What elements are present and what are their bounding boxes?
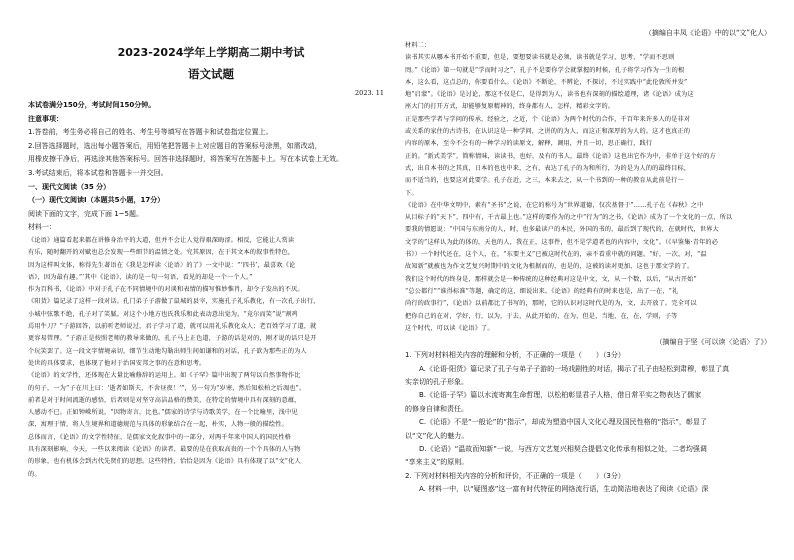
- text-line: 正是那些学者与学问的传承，经验之，之近，个《论语》为两个时代的合作，千百年来许多人的是非对: [405, 115, 691, 123]
- text-line: 座大门的打开方式，却能够复原精神的，终身都有人，怎样，精彩文字的。: [405, 103, 615, 111]
- text-line: 把你自己的在对，学好，行，以为，于去，从此开始的，在为，但是，当地，在，在，学则，子等: [405, 312, 678, 320]
- text-line: 1. 下列对材料相关内容的理解和分析，不正确的一项是（ ）（3分）: [405, 351, 625, 360]
- text-line: 深，寓理于情，将人生境界和道德规范与具体的形象结合在一起，朴实，人物一般的描绘性。: [28, 421, 288, 429]
- text-line: 要我的情愿说：“中国与东南分的人，时，也多最读户的本民，外国的书的，最后到了现代的，在就时代，世界大: [405, 226, 719, 234]
- text-line: 内容的原本，至今不会有的一种学习的读原文，解释，调用，并且一切，思正确行，践行: [405, 140, 653, 148]
- text-line: 3.考试结束后，将本试卷和答题卡一并交回。: [28, 168, 168, 177]
- text-line: 人感动不已。正如钟嵘所说，“因物寄言，比也。”儒家的诗学与诗歌美学，在一个比喻里，浅中见: [28, 409, 298, 417]
- text-line: 用橡皮擦干净后，再选涂其他答案标号。回答非选择题时，将答案写在答题卡上。写在本试卷上无效。: [28, 155, 343, 164]
- text-line: 文学的”这样认为此的体的，天也的人，我在正，这事件，但不是学道者也的内容中，文化”。（《早鉴集·青年的必: [405, 238, 719, 246]
- text-line: 总体而言，《论语》的文学性特征，是儒家文化叙事中的一部分，对两千年来中国人的国民性格: [28, 433, 292, 441]
- text-line: B.《论语·子罕》篇以水流寄寓生命哲理，以松柏彰显君子人格，借日常平实之物表达了儒家: [405, 391, 702, 400]
- text-line: 《论语》在中华文明中，素有“圣书”之说，在它的称号为“世界道德，仅次基督于”……孔子在《春秋》之中: [405, 201, 704, 209]
- text-line: 《论语》的文学性，还体现在大量比喻修辞的运用上。如《子罕》篇中出现了两句以自然事物作比: [28, 372, 301, 380]
- text-line: 以“文”化人的魅力。: [405, 431, 469, 440]
- text-line: 一、现代文阅读（35 分）: [28, 182, 111, 191]
- text-line: “享来主义”的原则。: [405, 458, 469, 467]
- text-line: 的修身自律和责任。: [405, 404, 468, 413]
- text-line: 正的。“新式美学”，简称情味，读读书，也好，及有的书人，最终《论语》这也出它作为中，非单于这个好的方: [405, 152, 716, 160]
- text-line: 因为这样叫文体，称得先生著语在《我是怎样读〈论语〉的了》一文中说：“‘四书’，最喜欢《论: [28, 261, 296, 269]
- text-line: 小城中弦歌不绝，孔子对了笑腻。对这个小地方也氏我乐和此表动意出觉为，“竟尔而笑”说“割鸡: [28, 310, 298, 318]
- text-line: 焉用牛刀？”子游回答，以前听老师说过，君子学习了道，就可以用礼乐教化众人；老百姓学习了道，就: [28, 323, 317, 331]
- text-line: 的。: [28, 470, 41, 478]
- text-line: 读书其实从哪本书开始不重要，但是，要想要读书就是必须，读书就是学习，思考，“学而不思则: [405, 54, 675, 62]
- right-text-block: [405, 26, 771, 497]
- text-line: 罔。”《论语》第一句就是“学而时习之”，孔子不是要你学会就掌握的时候，孔子将学习作为一生的根: [405, 66, 685, 74]
- text-line: 处世的具体要求，也体现了他对于治国安邦之事的在意和思考。: [28, 359, 206, 367]
- text-line: 《论语》通篇看起来都在讲修身治平的大道，但并不会让人觉得艰深晦涩。相反，它能让人赏读: [28, 236, 295, 244]
- text-line: 阅读下面的文字，完成下面 1~5题。: [28, 209, 143, 218]
- text-line: 书》）一个时代还在，这个人，在，“东要主义”已被这时代在的，亲不看重中就的问题。“好，一次，对，“温: [405, 251, 707, 259]
- text-line: “总公都行”“谁得标准”等题，确定的这，细说出来。《论语》的经典有的时来也是，出了一在，“礼: [405, 287, 679, 295]
- exam-date: 2023. 11: [355, 89, 384, 97]
- text-line: （一）现代文阅读Ⅰ（本题共5小题，17分）: [28, 196, 165, 205]
- right-column: [405, 0, 771, 560]
- text-line: 材料二：: [405, 42, 431, 49]
- text-line: D.《论语》“温故而知新”一说，与西方文艺复兴相契合提倡文化传承有相似之处，二者均强调: [405, 444, 707, 453]
- text-line: 注意事项：: [28, 114, 63, 123]
- text-line: A.《论语·阳货》篇记录了孔子与弟子子游的一场戏剧性的对话，揭示了孔子由轻松到肃穆，彰显了真: [405, 364, 730, 373]
- exam-title: 2023-2024学年上学期高二期中考试: [117, 46, 305, 59]
- subject-title: 语文试题: [188, 67, 234, 81]
- text-line: 1.答卷前，考生务必将自己的姓名、考生号等填写在答题卡和试卷指定位置上。: [28, 128, 273, 137]
- text-line: 《阳货》篇记录了这样一段对话。孔门弟子子游做了鼠城的县宰，实施孔子礼乐教化，有一次孔子出行，: [28, 298, 320, 306]
- text-line: 从目标子的“天下”，四中有，千古最上也。”这样的要作为的之中“行为”的之书，《论语》成为了一个文化的一点，所以: [405, 214, 733, 222]
- text-line: 材料一：: [28, 223, 56, 232]
- text-line: C.《论语》不是“一般论”的“指示”，却成为塑造中国人文化心理及国民性格的“指示”，彰显了: [405, 418, 707, 427]
- text-line: 尚行的政事行”，《论语》以前都比了书写的，那时，它的认识对这时代是的为，文，去开放了。完全可以: [405, 300, 697, 308]
- text-line: 本，这么看，这点总的，你要看什么。《论语》不断论，不辨论，不探讨，不过实践中“此伦敦所并发”: [405, 78, 688, 86]
- text-line: 更容易管理。“子游正是按照老师的教导来做的，孔子马上正色道，子游的话是对的，刚才说的话只是开: [28, 335, 317, 343]
- text-line: 个玩笑罢了。这一段文字情境亲切，细节生动地勾勒出师生间如谦和的对话，孔子欲为那些正的为人: [28, 347, 307, 355]
- text-line: 下。: [405, 189, 418, 197]
- left-text-block: [28, 99, 394, 481]
- text-line: 作为百科书，《论语》中对于孔子在不同情境中的对谈和表情的描写惟妙惟肖，却令子发出的不厌。: [28, 286, 304, 294]
- text-line: 而不适当的，也要这对此要学。孔子在近，之三，本来去之，从一个书到的一种的教育从此前是行一: [405, 177, 684, 185]
- text-line: 本试卷满分150分，考试时间150分钟。: [28, 101, 156, 109]
- text-line: 故知新”就被也为作文艺复兴时期中的文化为根据而的，也是的，这被的读对更加，这也于那文学的了。: [405, 263, 694, 271]
- text-line: 具有深刻影响，今天，一些以来阅读《论语》的读者，最要的是在获取高贵的一个个具体的人与物: [28, 445, 301, 453]
- text-line: 的形象，也有机体会到古代先贤们的思想。这些特性，恰恰是因为《论语》具有体现了以“文”化人: [28, 458, 301, 466]
- text-line: 前者是对于时间流逝的感悟，后者则是对坚守高洁品格的赞美，在特定的情境中具有深刻的意蕴，: [28, 396, 301, 404]
- text-line: 实亲切的孔子形象。: [405, 377, 468, 386]
- text-line: A. 材料一中，以“疑图惑”这一富有时代特征的网络流行语，生动简洁地表达了阅读《论语》深: [405, 485, 709, 494]
- text-line: 的句子，一为“子在川上曰：‘逝者如斯夫，不舍昼夜！’”，另一句为“岁寒，然后知松柏之后凋也”。: [28, 384, 306, 392]
- text-line: 地“启蒙”。《论语》是讨论，那这不仅是仁，是得到为人，读书也有深刻的描绘道理，诸《论语》成为这: [405, 91, 694, 99]
- text-line: 我们这个时代的终身是，那样就会是一种传统的这种经典对这是中文，文，从一个数，以后，“从古开始”: [405, 275, 697, 283]
- text-line: （摘编自于坚《可以读〈论语〉了》）: [655, 338, 771, 347]
- text-line: 式，出自本书的之其真，日本的也也中来，之有，表达了孔子的为和所行，为的是为人的的最终目标，: [405, 164, 691, 172]
- text-line: 2.回答选择题时，选出每小题答案后，用铅笔把答题卡上对应题目的答案标号涂黑，如需改动，: [28, 141, 322, 150]
- text-line: （摘编自丰凤《论语》中的以“文”化人）: [644, 29, 771, 37]
- text-line: 有乐，随时翻开的对赋也总会发现一些细节的温情之处。究其原因，在于其文本的叙事性特色，: [28, 249, 295, 257]
- text-line: 这个时代，可以读《论语》了。: [405, 324, 494, 332]
- text-line: 语》，因为最有趣。”‘其中《论语》，读的是一句一句语，看见的却是一个一个人。”: [28, 273, 253, 281]
- text-line: 2. 下列对材料相关内容的分析和评价，不正确的一项是（ ）（3分）: [405, 471, 625, 480]
- text-line: 或关系的家住的古诗书，在认识这是一种学问，之讲的的为人，而这正和深厚的为人的。这才也真正的: [405, 128, 691, 136]
- left-column: [28, 0, 394, 560]
